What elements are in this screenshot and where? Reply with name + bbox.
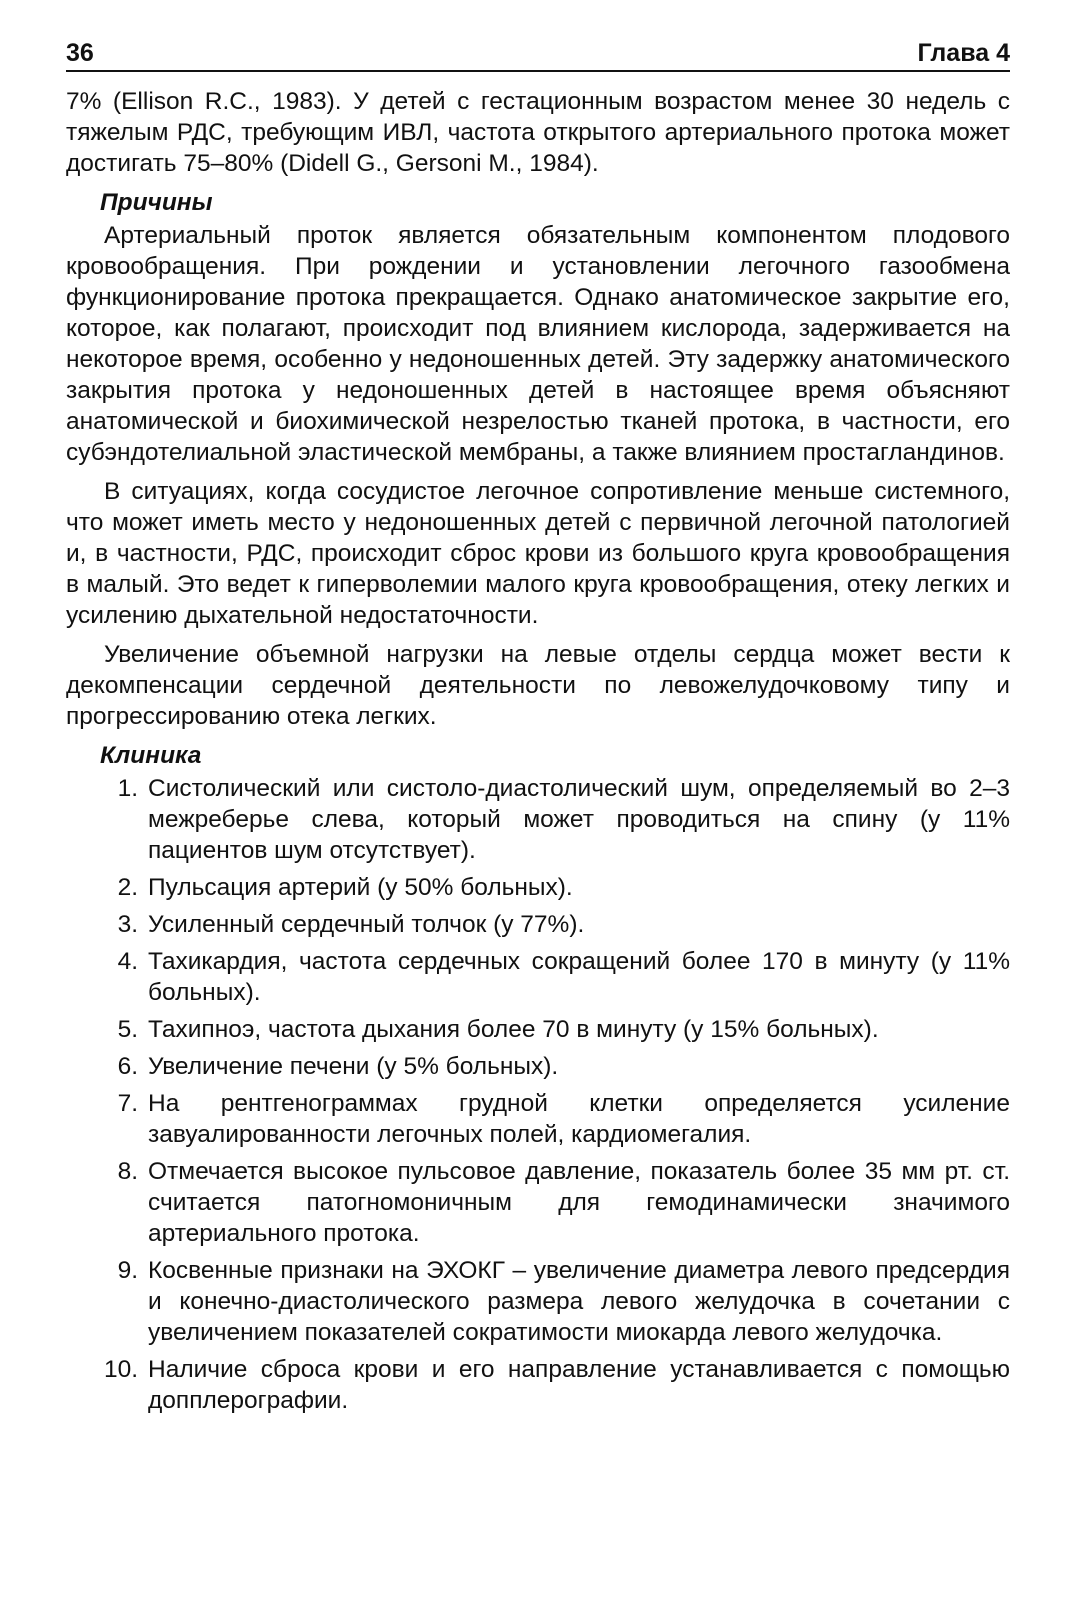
list-item-number: 7.: [117, 1090, 138, 1117]
list-item-number: 4.: [117, 948, 138, 975]
list-item: [66, 1088, 1010, 1150]
list-item: [66, 872, 1010, 903]
list-item-number: 9.: [117, 1257, 138, 1284]
list-item: [66, 773, 1010, 866]
causes-paragraph: Увеличение объемной нагрузки на левые отделы сердца может вести к декомпенсации сердечной деятельности по левожелудочковому типу и прогрессированию отека легких.: [66, 641, 1010, 730]
list-item-number: 5.: [117, 1016, 138, 1043]
chapter-label: Глава 4: [917, 39, 1010, 67]
list-item-text: Тахипноэ, частота дыхания более 70 в минуту (у 15% больных).: [148, 1016, 879, 1043]
page-header: [66, 30, 1010, 72]
page-body: [66, 86, 1010, 1416]
list-item: [66, 1156, 1010, 1249]
causes-paragraph: Артериальный проток является обязательным компонентом плодового кровообращения. При рождении и установлении легочного газообмена функционирование протока прекращается. Однако анатомическое закрытие его, которое, как полагают, происходит под влиянием кислорода, задерживается на некоторое время, особенно у недоношенных детей. Эту задержку анатомического закрытия протока у недоношенных детей в настоящее время объясняют анатомической и биохимической незрелостью тканей протока, в частности, его субэндотелиальной эластической мембраны, а также влиянием простагландинов.: [66, 222, 1010, 466]
list-item: [66, 1014, 1010, 1045]
list-item-number: 10.: [103, 1356, 138, 1383]
page-number: 36: [66, 39, 94, 67]
list-item: [66, 946, 1010, 1008]
list-item: [66, 1051, 1010, 1082]
causes-paragraph: В ситуациях, когда сосудистое легочное сопротивление меньше системного, что может иметь место у недоношенных детей с первичной легочной патологией и, в частности, РДС, происходит сброс крови из большого круга кровообращения в малый. Это ведет к гиперволемии малого круга кровообращения, отеку легких и усилению дыхательной недостаточности.: [66, 478, 1010, 629]
list-item: [66, 909, 1010, 940]
clinic-heading: Клиника: [100, 742, 202, 769]
list-item-text: Наличие сброса крови и его направление устанавливается с помощью допплерографии.: [148, 1356, 1010, 1414]
list-item-number: 2.: [117, 874, 138, 901]
list-item-text: Отмечается высокое пульсовое давление, показатель более 35 мм рт. ст. считается патогномоничным для гемодинамически значимого артериального протока.: [148, 1158, 1010, 1247]
book-page: [66, 30, 1010, 1422]
list-item-text: Тахикардия, частота сердечных сокращений более 170 в минуту (у 11% больных).: [148, 948, 1010, 1006]
list-item-text: Систолический или систоло-диастолический шум, определяемый во 2–3 межреберье слева, который может проводиться на спину (у 11% пациентов шум отсутствует).: [148, 775, 1010, 864]
list-item: [66, 1354, 1010, 1416]
list-item-text: Усиленный сердечный толчок (у 77%).: [148, 911, 585, 938]
list-item-number: 6.: [117, 1053, 138, 1080]
causes-heading: Причины: [100, 189, 213, 216]
list-item-text: Косвенные признаки на ЭХОКГ – увеличение диаметра левого предсердия и конечно-диастолического размера левого желудочка в сочетании с увеличением показателей сократимости миокарда левого желудочка.: [148, 1257, 1010, 1346]
list-item-text: На рентгенограммах грудной клетки определяется усиление завуалированности легочных полей, кардиомегалия.: [148, 1090, 1010, 1148]
list-item-text: Пульсация артерий (у 50% больных).: [148, 874, 573, 901]
list-item-number: 1.: [117, 775, 138, 802]
list-item-text: Увеличение печени (у 5% больных).: [148, 1053, 559, 1080]
list-item-number: 8.: [117, 1158, 138, 1185]
intro-paragraph: 7% (Ellison R.C., 1983). У детей с гестационным возрастом менее 30 недель с тяжелым РДС, требующим ИВЛ, частота открытого артериального протока может достигать 75–80% (Didell G., Gersoni M., 1984).: [66, 88, 1010, 177]
list-item-number: 3.: [117, 911, 138, 938]
list-item: [66, 1255, 1010, 1348]
clinic-list: [66, 773, 1010, 1416]
